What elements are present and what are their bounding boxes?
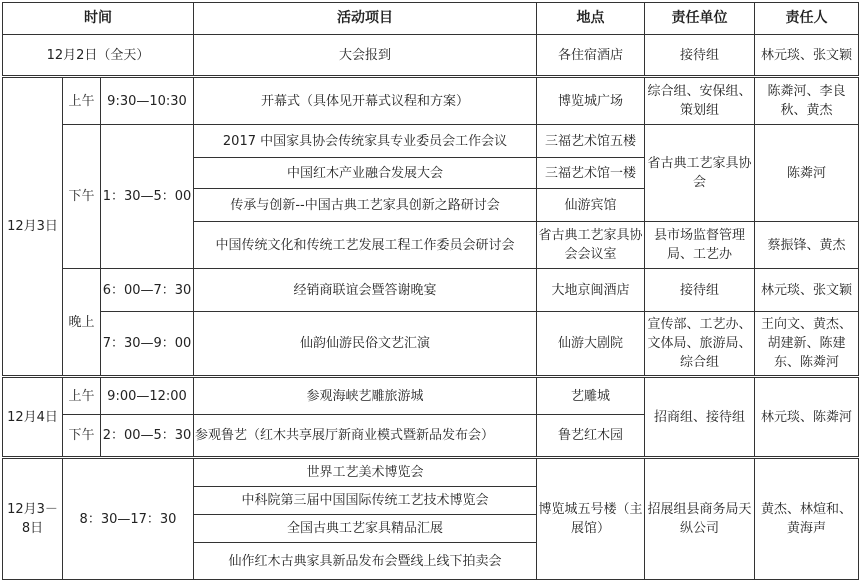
project-cell: 中国红木产业融合发展大会 <box>194 158 537 189</box>
unit-cell: 接待组 <box>645 35 755 77</box>
person-cell: 陈粦河、李良秋、黄杰 <box>755 77 859 125</box>
location-cell: 三福艺术馆五楼 <box>537 125 645 158</box>
person-cell: 林元琰、张文颖 <box>755 35 859 77</box>
person-cell: 王向文、黄杰、胡建新、陈建东、陈粦河 <box>755 312 859 377</box>
time-cell: 9:30—10:30 <box>101 77 194 125</box>
unit-cell: 接待组 <box>645 269 755 312</box>
location-cell: 博览城广场 <box>537 77 645 125</box>
unit-cell: 招商组、接待组 <box>645 377 755 458</box>
table-row <box>3 377 859 415</box>
date-cell: 12月3日 <box>3 77 63 377</box>
location-cell: 艺雕城 <box>537 377 645 415</box>
project-cell: 仙作红木古典家具新品发布会暨线上线下拍卖会 <box>194 543 537 580</box>
period-cell: 上午 <box>63 377 101 415</box>
unit-cell: 宣传部、工艺办、文体局、旅游局、综合组 <box>645 312 755 377</box>
location-cell: 鲁艺红木园 <box>537 415 645 458</box>
unit-cell: 省古典工艺家具协会 <box>645 125 755 222</box>
person-cell: 陈粦河 <box>755 125 859 222</box>
time-cell: 6：00—7：30 <box>101 269 194 312</box>
period-cell: 上午 <box>63 77 101 125</box>
table-row <box>3 269 859 312</box>
project-cell: 传承与创新--中国古典工艺家具创新之路研讨会 <box>194 189 537 222</box>
location-cell: 省古典工艺家具协会会议室 <box>537 222 645 269</box>
project-cell: 经销商联谊会暨答谢晚宴 <box>194 269 537 312</box>
location-cell: 各住宿酒店 <box>537 35 645 77</box>
project-cell: 中科院第三届中国国际传统工艺技术博览会 <box>194 487 537 515</box>
location-cell: 仙游大剧院 <box>537 312 645 377</box>
period-cell: 晚上 <box>63 269 101 377</box>
table-row <box>3 458 859 487</box>
project-cell: 大会报到 <box>194 35 537 77</box>
person-cell: 黄杰、林煊和、黄海声 <box>755 458 859 580</box>
table-row <box>3 77 859 125</box>
schedule-table <box>2 2 859 580</box>
date-cell: 12月2日（全天） <box>3 35 194 77</box>
project-cell: 中国传统文化和传统工艺发展工程工作委员会研讨会 <box>194 222 537 269</box>
time-cell: 1：30—5：00 <box>101 125 194 269</box>
project-cell: 2017 中国家具协会传统家具专业委员会工作会议 <box>194 125 537 158</box>
header-location: 地点 <box>537 3 645 35</box>
unit-cell: 县市场监督管理局、工艺办 <box>645 222 755 269</box>
project-cell: 参观海峡艺雕旅游城 <box>194 377 537 415</box>
location-cell: 三福艺术馆一楼 <box>537 158 645 189</box>
header-project: 活动项目 <box>194 3 537 35</box>
header-row <box>3 3 859 35</box>
table-row <box>3 125 859 158</box>
date-cell: 12月3－8日 <box>3 458 63 580</box>
project-cell: 全国古典工艺家具精品汇展 <box>194 515 537 543</box>
period-cell: 下午 <box>63 415 101 458</box>
table-row <box>3 35 859 77</box>
project-cell: 仙韵仙游民俗文艺汇演 <box>194 312 537 377</box>
project-cell: 开幕式（具体见开幕式议程和方案） <box>194 77 537 125</box>
table-row <box>3 312 859 377</box>
person-cell: 林元琰、陈粦河 <box>755 377 859 458</box>
time-cell: 8：30—17：30 <box>63 458 194 580</box>
date-cell: 12月4日 <box>3 377 63 458</box>
location-cell: 仙游宾馆 <box>537 189 645 222</box>
unit-cell: 综合组、安保组、策划组 <box>645 77 755 125</box>
header-person: 责任人 <box>755 3 859 35</box>
person-cell: 蔡振锋、黄杰 <box>755 222 859 269</box>
project-cell: 世界工艺美术博览会 <box>194 458 537 487</box>
project-cell: 参观鲁艺（红木共享展厅新商业模式暨新品发布会） <box>194 415 537 458</box>
time-cell: 7：30—9：00 <box>101 312 194 377</box>
header-time: 时间 <box>3 3 194 35</box>
header-unit: 责任单位 <box>645 3 755 35</box>
period-cell: 下午 <box>63 125 101 269</box>
time-cell: 2：00—5：30 <box>101 415 194 458</box>
location-cell: 大地京闽酒店 <box>537 269 645 312</box>
time-cell: 9:00—12:00 <box>101 377 194 415</box>
location-cell: 博览城五号楼（主展馆） <box>537 458 645 580</box>
person-cell: 林元琰、张文颖 <box>755 269 859 312</box>
unit-cell: 招展组县商务局天纵公司 <box>645 458 755 580</box>
